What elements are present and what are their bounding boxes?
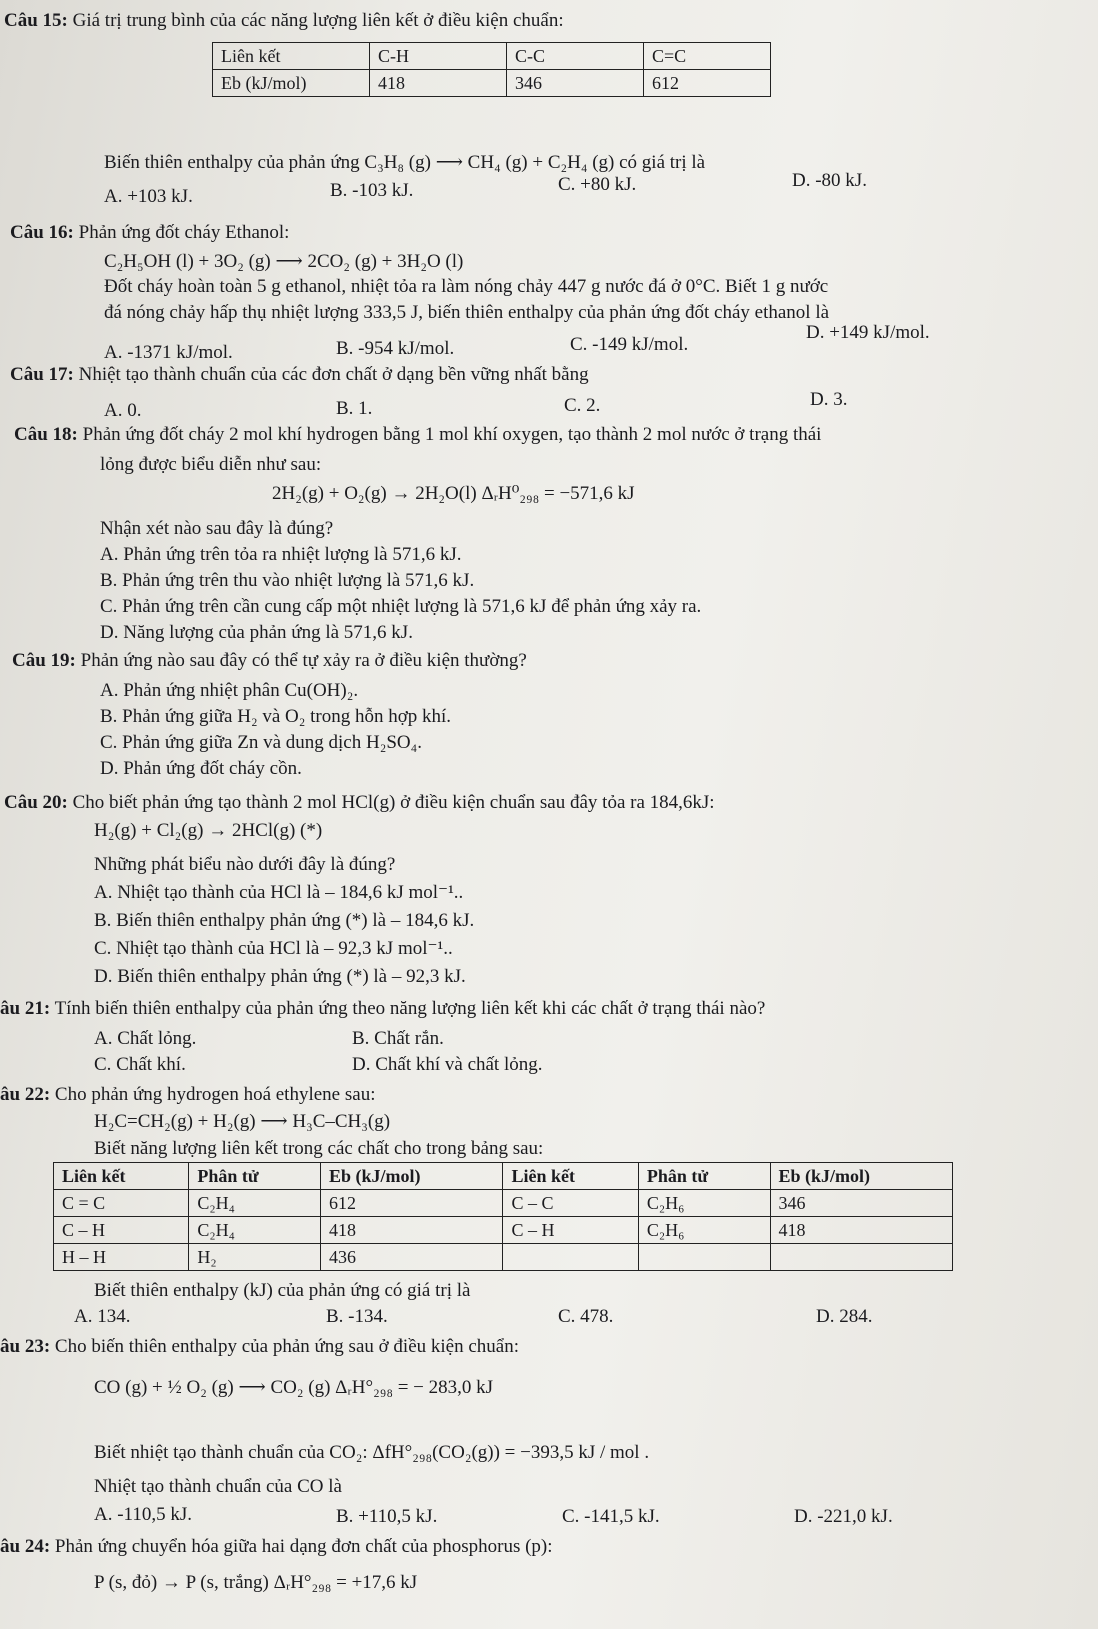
q16-option-b: B. -954 kJ/mol. <box>336 338 455 359</box>
q15-option-d: D. -80 kJ. <box>792 170 867 191</box>
q17-stem-line <box>10 362 589 387</box>
q15-option-a: A. +103 kJ. <box>104 186 193 207</box>
q18-line2: lỏng được biểu diễn như sau: <box>100 454 322 475</box>
q21-stem: Tính biến thiên enthalpy của phản ứng theo năng lượng liên kết khi các chất ở trạng thái nào? <box>54 998 766 1019</box>
table-cell: Liên kết <box>213 43 370 70</box>
q19-stem: Phản ứng nào sau đây có thể tự xảy ra ở điều kiện thường? <box>80 650 527 671</box>
q22-ask: Biết thiên enthalpy (kJ) của phản ứng có giá trị là <box>94 1280 471 1301</box>
table-cell: 612 <box>644 70 771 97</box>
table-cell: C-H <box>370 43 507 70</box>
q17-option-b: B. 1. <box>336 398 373 419</box>
q22-number: âu 22: <box>0 1084 51 1105</box>
q23-option-a: A. -110,5 kJ. <box>94 1504 192 1525</box>
q15-option-c: C. +80 kJ. <box>558 174 637 195</box>
table-row <box>213 70 771 97</box>
q15-option-b: B. -103 kJ. <box>330 180 414 201</box>
q16-line1: Đốt cháy hoàn toàn 5 g ethanol, nhiệt tỏa ra làm nóng chảy 447 g nước đá ở 0°C. Biết 1 g nước <box>104 276 829 297</box>
table-header-cell: Liên kết <box>503 1163 638 1190</box>
q21-option-b: B. Chất rắn. <box>352 1028 444 1049</box>
q23-equation: CO (g) + ½ O₂ (g) ⟶ CO₂ (g) ΔᵣH°₂₉₈ = − 283,0 kJ <box>94 1377 494 1398</box>
q19-number: Câu 19: <box>12 650 76 671</box>
q23-option-b: B. +110,5 kJ. <box>336 1506 438 1527</box>
q22-option-a: A. 134. <box>74 1306 131 1327</box>
table-cell: C – H <box>54 1217 189 1244</box>
q16-stem: Phản ứng đốt cháy Ethanol: <box>78 222 290 243</box>
q18-ask: Nhận xét nào sau đây là đúng? <box>100 518 334 539</box>
table-cell: C – C <box>503 1190 638 1217</box>
q18-equation: 2H₂(g) + O₂(g) → 2H₂O(l) ΔᵣH⁰₂₉₈ = −571,6 kJ <box>272 483 635 504</box>
q19-option-c: C. Phản ứng giữa Zn và dung dịch H₂SO₄. <box>100 732 422 753</box>
q17-option-d: D. 3. <box>810 389 848 410</box>
table-cell: C₂H₄ <box>189 1190 321 1217</box>
q16-option-d: D. +149 kJ/mol. <box>806 322 930 343</box>
q20-option-d: D. Biến thiên enthalpy phản ứng (*) là – 92,3 kJ. <box>94 966 466 987</box>
table-row <box>213 43 771 70</box>
q20-stem: Cho biết phản ứng tạo thành 2 mol HCl(g) ở điều kiện chuẩn sau đây tỏa ra 184,6kJ: <box>72 792 715 813</box>
q19-option-d: D. Phản ứng đốt cháy cồn. <box>100 758 302 779</box>
q18-option-c: C. Phản ứng trên cần cung cấp một nhiệt lượng là 571,6 kJ để phản ứng xảy ra. <box>100 596 702 617</box>
q22-equation: H₂C=CH₂(g) + H₂(g) ⟶ H₃C–CH₃(g) <box>94 1111 391 1132</box>
table-cell: 418 <box>770 1217 952 1244</box>
q15-stem-line <box>4 8 564 33</box>
table-cell: C₂H₆ <box>638 1217 770 1244</box>
table-row <box>54 1244 953 1271</box>
q18-line1-wrap <box>14 422 821 447</box>
q23-number: âu 23: <box>0 1336 51 1357</box>
table-cell: 346 <box>770 1190 952 1217</box>
q22-option-d: D. 284. <box>816 1306 873 1327</box>
table-cell: 418 <box>321 1217 503 1244</box>
table-header-cell: Phân tử <box>189 1163 321 1190</box>
q20-option-c: C. Nhiệt tạo thành của HCl là – 92,3 kJ mol⁻¹.. <box>94 938 453 959</box>
q16-option-a: A. -1371 kJ/mol. <box>104 342 233 363</box>
q15-stem-b: Biến thiên enthalpy của phản ứng C₃H₈ (g) ⟶ CH₄ (g) + C₂H₄ (g) có giá trị là <box>104 152 706 173</box>
table-cell <box>770 1244 952 1271</box>
q18-option-d: D. Năng lượng của phản ứng là 571,6 kJ. <box>100 622 413 643</box>
q16-number: Câu 16: <box>10 222 74 243</box>
table-cell: C-C <box>507 43 644 70</box>
q21-option-a: A. Chất lỏng. <box>94 1028 197 1049</box>
table-header-cell: Eb (kJ/mol) <box>321 1163 503 1190</box>
q20-equation: H₂(g) + Cl₂(g) → 2HCl(g) (*) <box>94 820 323 841</box>
table-header-row <box>54 1163 953 1190</box>
q18-number: Câu 18: <box>14 424 78 445</box>
table-cell: Eb (kJ/mol) <box>213 70 370 97</box>
q18-option-a: A. Phản ứng trên tỏa ra nhiệt lượng là 571,6 kJ. <box>100 544 462 565</box>
q21-number: âu 21: <box>0 998 51 1019</box>
q20-ask: Những phát biểu nào dưới đây là đúng? <box>94 854 396 875</box>
table-cell: H – H <box>54 1244 189 1271</box>
q21-option-c: C. Chất khí. <box>94 1054 186 1075</box>
q17-option-a: A. 0. <box>104 400 142 421</box>
q23-stem: Cho biến thiên enthalpy của phản ứng sau ở điều kiện chuẩn: <box>54 1336 519 1357</box>
table-cell: C₂H₄ <box>189 1217 321 1244</box>
q22-option-b: B. -134. <box>326 1306 388 1327</box>
q19-option-a: A. Phản ứng nhiệt phân Cu(OH)₂. <box>100 680 359 701</box>
table-cell <box>503 1244 638 1271</box>
q15-bond-table <box>212 42 771 97</box>
q21-option-d: D. Chất khí và chất lỏng. <box>352 1054 543 1075</box>
q24-stem-line <box>0 1534 553 1559</box>
q23-stem-line <box>0 1334 519 1359</box>
q20-stem-line <box>4 790 715 815</box>
table-cell <box>638 1244 770 1271</box>
table-cell: 612 <box>321 1190 503 1217</box>
q17-option-c: C. 2. <box>564 395 601 416</box>
q22-stem: Cho phản ứng hydrogen hoá ethylene sau: <box>54 1084 376 1105</box>
q23-option-c: C. -141,5 kJ. <box>562 1506 660 1527</box>
table-row <box>54 1217 953 1244</box>
q23-ask: Nhiệt tạo thành chuẩn của CO là <box>94 1476 342 1497</box>
q15-number: Câu 15: <box>4 10 68 31</box>
q24-number: âu 24: <box>0 1536 51 1557</box>
q22-bond-table <box>53 1162 953 1271</box>
table-cell: 418 <box>370 70 507 97</box>
q22-option-c: C. 478. <box>558 1306 614 1327</box>
table-cell: 346 <box>507 70 644 97</box>
q22-stem-line <box>0 1082 375 1107</box>
table-header-cell: Liên kết <box>54 1163 189 1190</box>
table-cell: C=C <box>644 43 771 70</box>
table-row <box>54 1190 953 1217</box>
q16-stem-line <box>10 220 289 245</box>
table-header-cell: Eb (kJ/mol) <box>770 1163 952 1190</box>
q18-option-b: B. Phản ứng trên thu vào nhiệt lượng là 571,6 kJ. <box>100 570 475 591</box>
q15-stem: Giá trị trung bình của các năng lượng liên kết ở điều kiện chuẩn: <box>72 10 564 31</box>
table-cell: C₂H₆ <box>638 1190 770 1217</box>
q24-equation: P (s, đỏ) → P (s, trắng) ΔᵣH°₂₉₈ = +17,6 kJ <box>94 1572 418 1593</box>
table-header-cell: Phân tử <box>638 1163 770 1190</box>
table-cell: C = C <box>54 1190 189 1217</box>
q23-given: Biết nhiệt tạo thành chuẩn của CO₂: ΔfH°₂₉₈(CO₂(g)) = −393,5 kJ / mol . <box>94 1442 650 1463</box>
table-cell: C – H <box>503 1217 638 1244</box>
table-cell: H₂ <box>189 1244 321 1271</box>
q17-stem: Nhiệt tạo thành chuẩn của các đơn chất ở dạng bền vững nhất bằng <box>78 364 589 385</box>
q22-table-caption: Biết năng lượng liên kết trong các chất cho trong bảng sau: <box>94 1138 544 1159</box>
q19-option-b: B. Phản ứng giữa H₂ và O₂ trong hỗn hợp khí. <box>100 706 452 727</box>
q16-option-c: C. -149 kJ/mol. <box>570 334 689 355</box>
table-cell: 436 <box>321 1244 503 1271</box>
q19-stem-line <box>12 648 527 673</box>
q20-number: Câu 20: <box>4 792 68 813</box>
q20-option-a: A. Nhiệt tạo thành của HCl là – 184,6 kJ mol⁻¹.. <box>94 882 464 903</box>
q21-stem-line <box>0 996 765 1021</box>
q23-option-d: D. -221,0 kJ. <box>794 1506 893 1527</box>
q20-option-b: B. Biến thiên enthalpy phản ứng (*) là – 184,6 kJ. <box>94 910 475 931</box>
q24-stem: Phản ứng chuyển hóa giữa hai dạng đơn chất của phosphorus (p): <box>54 1536 553 1557</box>
q17-number: Câu 17: <box>10 364 74 385</box>
q16-line2: đá nóng chảy hấp thụ nhiệt lượng 333,5 J, biến thiên enthalpy của phản ứng đốt cháy ethanol là <box>104 302 830 323</box>
q18-line1: Phản ứng đốt cháy 2 mol khí hydrogen bằng 1 mol khí oxygen, tạo thành 2 mol nước ở trạng thái <box>82 424 822 445</box>
q16-equation: C₂H₅OH (l) + 3O₂ (g) ⟶ 2CO₂ (g) + 3H₂O (l) <box>104 251 464 272</box>
